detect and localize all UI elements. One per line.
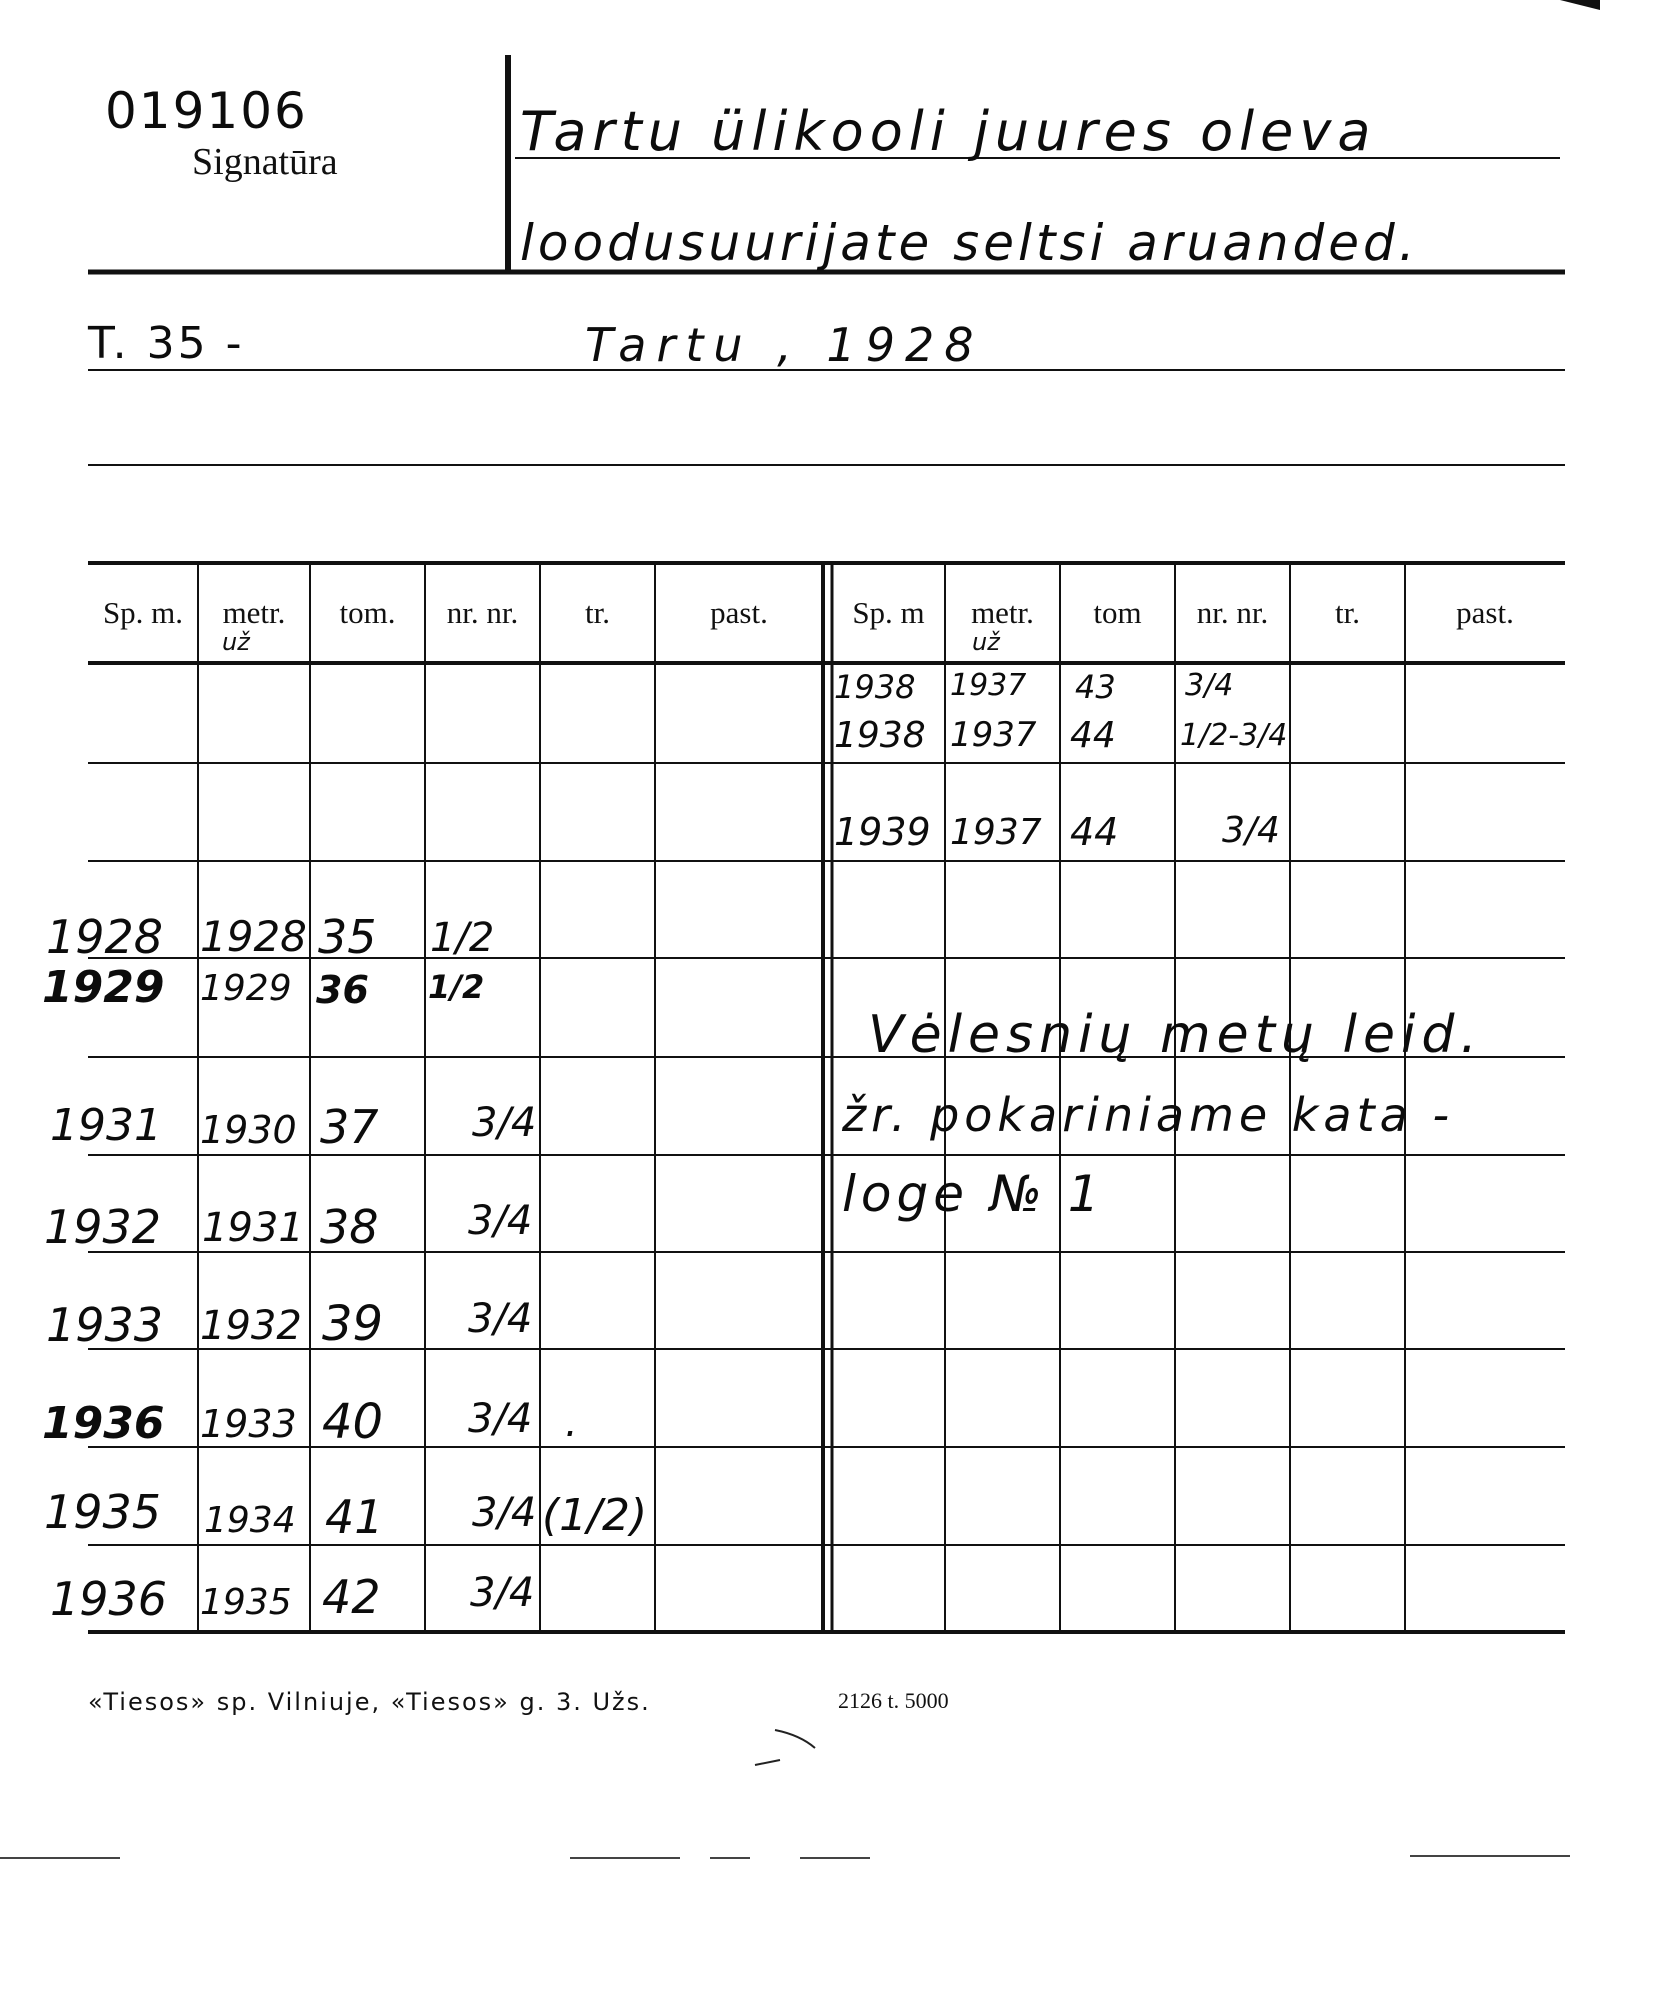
cell-tom: 44 bbox=[1070, 810, 1119, 854]
cell-metr: 1935 bbox=[200, 1582, 292, 1623]
cell-sp: 1936 bbox=[50, 1572, 168, 1626]
cell-tom: 37 bbox=[320, 1100, 379, 1154]
cell-sp: 1928 bbox=[46, 910, 164, 964]
header-metr-sub: už bbox=[222, 628, 250, 656]
call-number: T. 35 - bbox=[88, 318, 245, 369]
cell-tom: 36 bbox=[316, 968, 369, 1012]
cell-nr: 3/4 bbox=[1222, 810, 1280, 851]
cell-nr: 3/4 bbox=[472, 1490, 537, 1536]
signatura-label: Signatūra bbox=[192, 141, 338, 183]
cell-nr: 1/2 bbox=[430, 915, 495, 961]
cell-metr: 1933 bbox=[200, 1402, 297, 1446]
footer-order: 2126 t. 5000 bbox=[838, 1688, 949, 1713]
header-metr-sub-right: už bbox=[972, 628, 1000, 656]
header-metr-right: metr. bbox=[971, 595, 1034, 630]
card-number: 019106 bbox=[105, 82, 308, 140]
cell-sp: 1929 bbox=[42, 962, 165, 1013]
note-line-2: žr. pokariniame kata - bbox=[842, 1088, 1455, 1142]
header-tom-right: tom bbox=[1093, 595, 1142, 630]
cell-nr: 3/4 bbox=[470, 1570, 535, 1616]
cell-metr: 1937 bbox=[950, 715, 1037, 755]
cell-tom: 44 bbox=[1070, 715, 1116, 756]
cell-nr: 1/2-3/4 bbox=[1180, 718, 1288, 753]
cell-tom: 35 bbox=[318, 910, 377, 964]
header-past-right: past. bbox=[1456, 595, 1514, 630]
header-tom: tom. bbox=[339, 595, 396, 630]
cell-tom: 38 bbox=[320, 1200, 379, 1254]
cell-sp: 1933 bbox=[46, 1298, 164, 1352]
cell-metr: 1932 bbox=[200, 1303, 302, 1349]
cell-tom: 39 bbox=[322, 1296, 384, 1352]
cell-sp: 1936 bbox=[42, 1398, 165, 1449]
title-line-1: Tartu ülikooli juures oleva bbox=[520, 100, 1377, 163]
footer-imprint: «Tiesos» sp. Vilniuje, «Tiesos» g. 3. Užs. bbox=[88, 1688, 651, 1716]
cell-tom: 43 bbox=[1075, 668, 1116, 706]
cell-sp: 1939 bbox=[834, 810, 931, 854]
cell-tr: . bbox=[565, 1400, 578, 1446]
cell-metr: 1934 bbox=[204, 1500, 296, 1541]
cell-metr: 1928 bbox=[200, 912, 307, 961]
cell-nr: 3/4 bbox=[468, 1396, 533, 1442]
cell-tom: 40 bbox=[322, 1394, 384, 1450]
cell-metr: 1937 bbox=[950, 812, 1042, 853]
cell-sp: 1938 bbox=[834, 715, 926, 756]
title-line-2: loodusuurijate seltsi aruanded. bbox=[520, 214, 1419, 272]
cell-nr: 1/2 bbox=[428, 968, 485, 1006]
cell-sp: 1931 bbox=[50, 1100, 162, 1151]
header-past: past. bbox=[710, 595, 768, 630]
cell-tom: 41 bbox=[325, 1490, 384, 1544]
header-sp-m: Sp. m. bbox=[102, 595, 184, 630]
cell-sp: 1932 bbox=[44, 1200, 162, 1254]
cell-sp: 1938 bbox=[834, 668, 916, 706]
header-sp-m-right: Sp. m bbox=[852, 595, 925, 630]
note-line-3: loge № 1 bbox=[842, 1165, 1105, 1223]
cell-metr: 1929 bbox=[200, 968, 292, 1009]
cell-metr: 1931 bbox=[202, 1205, 304, 1251]
cell-tom: 42 bbox=[322, 1570, 381, 1624]
cell-nr: 3/4 bbox=[468, 1198, 533, 1244]
header-tr: tr. bbox=[585, 595, 610, 630]
cell-tr: (1/2) bbox=[542, 1490, 648, 1541]
cell-metr: 1930 bbox=[200, 1108, 297, 1152]
cell-metr: 1937 bbox=[950, 668, 1027, 703]
note-line-1: Vėlesnių metų leid. bbox=[868, 1005, 1483, 1065]
header-metr: metr. bbox=[222, 595, 286, 630]
header-tr-right: tr. bbox=[1335, 595, 1360, 630]
cell-sp: 1935 bbox=[44, 1485, 162, 1539]
cell-nr: 3/4 bbox=[472, 1100, 537, 1146]
header-nr-nr-right: nr. nr. bbox=[1196, 595, 1269, 630]
cell-nr: 3/4 bbox=[1185, 668, 1234, 703]
place-year: Tartu , 1928 bbox=[585, 318, 984, 372]
header-nr-nr: nr. nr. bbox=[446, 595, 519, 630]
cell-nr: 3/4 bbox=[468, 1296, 533, 1342]
